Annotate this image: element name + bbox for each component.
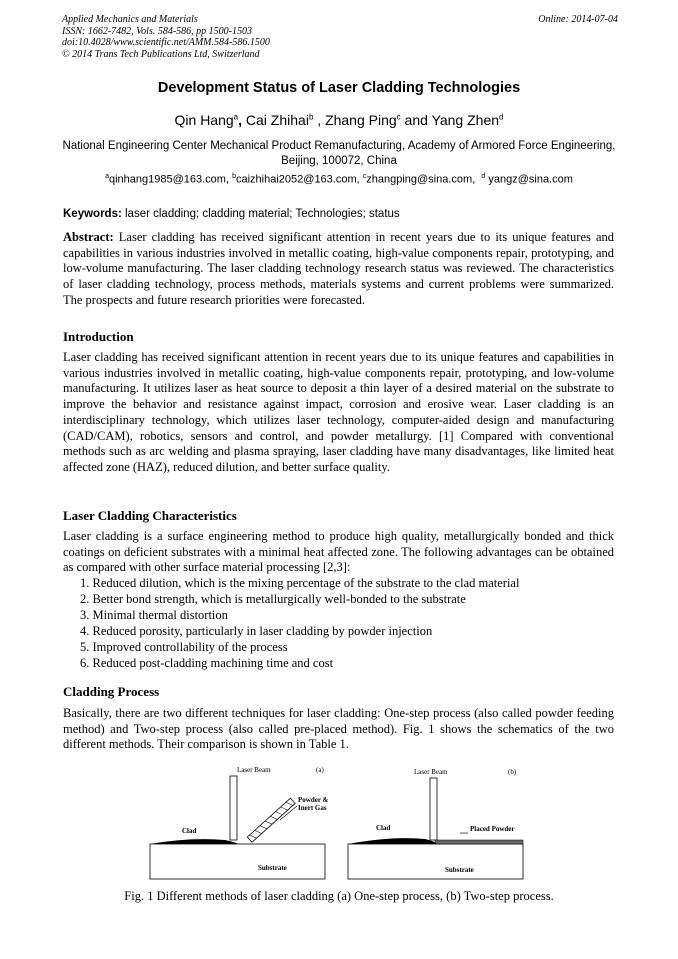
- process-paragraph: Basically, there are two different techniques for laser cladding: One-step process (also called powder feeding method) and Two-step process (also called pre-placed method). Fig. 1 shows the schematics of the two different methods. Their comparison is shown in Table 1.: [63, 706, 614, 752]
- abstract: [63, 230, 614, 309]
- panel-a-label-powder: Powder &: [298, 796, 329, 804]
- author-name: Cai Zhihai: [245, 112, 309, 128]
- panel-a-laser-beam: [230, 776, 237, 840]
- keywords: [63, 208, 400, 220]
- panel-b-placed-powder: [435, 840, 523, 844]
- panel-b-label-clad: Clad: [376, 824, 391, 832]
- keywords-label: Keywords:: [63, 208, 122, 220]
- panel-b-substrate: [348, 844, 523, 879]
- email-sup: c: [362, 173, 367, 180]
- abstract-text: Laser cladding has received significant attention in recent years due to its unique features and capabilities in various industries involved in metallic coating, high-value components repair, prototyping, and low-volume manufacturing. The laser cladding technology research status was reviewed. The characteristics of laser cladding technology, process methods, materials systems and current problems were summarized. The prospects and future research priorities were forecasted.: [63, 230, 614, 307]
- email-sup: d: [481, 173, 486, 180]
- list-item: 1. Reduced dilution, which is the mixing percentage of the substrate to the clad material: [80, 576, 520, 590]
- copyright-line: © 2014 Trans Tech Publications Ltd, Switzerland: [62, 48, 260, 60]
- running-header: [62, 14, 618, 60]
- author-sup: a: [233, 112, 239, 122]
- panel-a-powder-nozzle: [247, 798, 295, 842]
- list-item: 4. Reduced porosity, particularly in laser cladding by powder injection: [80, 623, 433, 638]
- panel-a-label-laser: Laser Beam: [237, 766, 271, 774]
- section-heading-introduction: Introduction: [63, 329, 134, 344]
- panel-b-clad-layer: [348, 838, 437, 844]
- list-item: 3. Minimal thermal distortion: [80, 607, 228, 622]
- author-sup: d: [499, 112, 504, 122]
- author-list: Qin Hang$^a$, Cai Zhihai$^b$ , Zhang Ping$^c$ and Yang Zhen$^d$: [174, 112, 504, 128]
- panel-a-label-substrate: Substrate: [258, 864, 287, 872]
- author-name: Yang Zhen: [431, 112, 500, 128]
- section-heading-characteristics: Laser Cladding Characteristics: [63, 508, 237, 523]
- figure-laser-cladding-methods: [140, 762, 540, 882]
- abstract-label: Abstract:: [63, 230, 114, 244]
- panel-b-tag: (b): [508, 768, 517, 776]
- email-link[interactable]: qinhang1985@163.com,: [108, 173, 230, 186]
- journal-name: Applied Mechanics and Materials: [62, 14, 198, 25]
- list-item: 2. Better bond strength, which is metallurgically well-bonded to the substrate: [80, 591, 466, 606]
- panel-a-substrate: [150, 844, 325, 879]
- section-heading-process: Cladding Process: [63, 684, 160, 699]
- email-link[interactable]: yangz@sina.com: [488, 173, 573, 186]
- introduction-paragraph: Laser cladding has received significant attention in recent years due to its unique features and capabilities in various industries involved in metallic coating, high-value components repair, prototyping, and low-volume manufacturing. It utilizes laser as heat source to deposit a thin layer of a desired material on the substrate to improve the behavior and resistance against impact, corrosion and erosive wear. Laser cladding is an interdisciplinary technology, which utilizes laser technology, computer-aided design and manufacturing (CAD/CAM), robotics, sensors and control, and powder metallurgy. [1] Compared with conventional methods such as arc welding and plasma spraying, laser cladding have many disadvantages, like limited heat affected zone (HAZ), reduced dilution, and better surface quality.: [63, 350, 614, 474]
- email-sup: a: [105, 173, 109, 180]
- issn-line: ISSN: 1662-7482, Vols. 584-586, pp 1500-1503: [62, 25, 252, 37]
- panel-b-label-placed: Placed Powder: [470, 825, 515, 833]
- email-link[interactable]: zhangping@sina.com,: [366, 173, 476, 186]
- advantages-list: [80, 576, 519, 671]
- panel-a-label-clad: Clad: [182, 827, 197, 835]
- panel-a-label-gas: Inert Gas: [298, 804, 327, 812]
- panel-a: [150, 766, 329, 879]
- panel-b-laser-beam: [430, 778, 437, 840]
- author-name: Qin Hang: [174, 112, 234, 128]
- panel-b-label-laser: Laser Beam: [414, 768, 448, 776]
- panel-b-label-substrate: Substrate: [445, 866, 474, 874]
- email-list: [62, 173, 616, 186]
- paper-title: Development Status of Laser Cladding Technologies: [157, 80, 521, 96]
- email-link[interactable]: caizhihai2052@163.com,: [236, 173, 360, 186]
- panel-a-clad-layer: [150, 839, 238, 844]
- author-sup: b: [308, 112, 314, 122]
- characteristics-paragraph: Laser cladding is a surface engineering method to produce high quality, metallurgically bonded and thick coatings on deficient substrates with a minimal heat affected zone. The following advantages can be obtained as compared with other surface material processing [2,3]:: [63, 529, 614, 575]
- author-sup: c: [396, 112, 401, 122]
- email-sup: b: [232, 173, 236, 180]
- author-name: Zhang Ping: [325, 112, 397, 128]
- list-item: 5. Improved controllability of the process: [80, 639, 288, 654]
- list-item: 6. Reduced post-cladding machining time and cost: [80, 655, 334, 670]
- affiliation: National Engineering Center Mechanical Product Remanufacturing, Academy of Armored Force Engineering, Beijing, 100072, China: [62, 140, 616, 167]
- panel-b: [348, 768, 523, 879]
- doi-line: doi:10.4028/www.scientific.net/AMM.584-586.1500: [62, 37, 270, 48]
- figure-caption: Fig. 1 Different methods of laser cladding (a) One-step process, (b) Two-step process.: [124, 889, 554, 903]
- keywords-text: laser cladding; cladding material; Technologies; status: [125, 208, 400, 220]
- panel-a-tag: (a): [316, 766, 324, 774]
- online-date: Online: 2014-07-04: [538, 14, 618, 25]
